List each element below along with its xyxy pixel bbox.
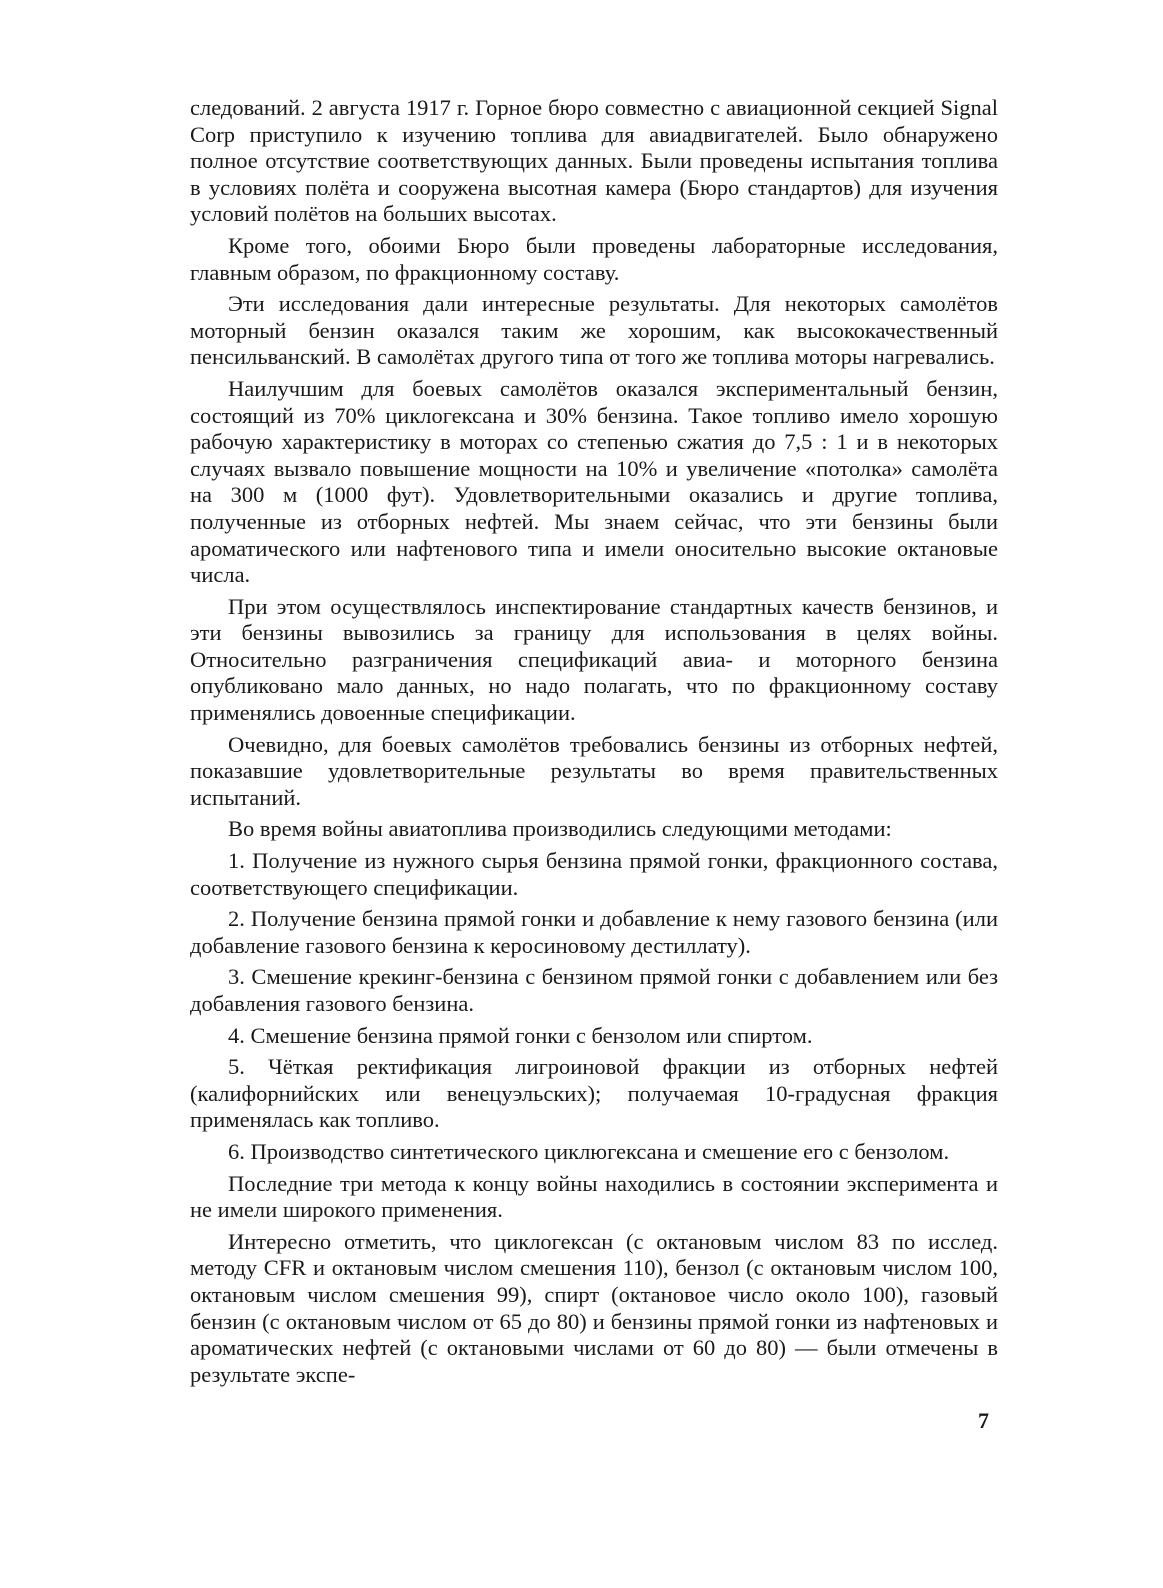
- paragraph: Очевидно, для боевых самолётов требовались бензины из отборных нефтей, показавшие удовлетворительные результаты во время правительственных испытаний.: [190, 731, 998, 810]
- paragraph: При этом осуществлялось инспектирование стандартных качеств бензинов, и эти бензины вывозились за границу для использования в целях войны. Относительно разграничения спецификаций авиа- и моторного бензина опубликовано мало данных, но надо полагать, что по фракционному составу применялись довоенные спецификации.: [190, 593, 998, 726]
- paragraph: Последние три метода к концу войны находились в состоянии эксперимента и не имели широкого применения.: [190, 1170, 998, 1223]
- list-item: 4. Смешение бензина прямой гонки с бензолом или спиртом.: [228, 1022, 813, 1048]
- paragraph: Интересно отметить, что циклогексан (с октановым числом 83 по исслед. методу CFR и октановым числом смешения 110), бензол (с октановым числом 100, октановым числом смешения 99), спирт (октановое число около 100), газовый бензин (с октановым числом от 65 до 80) и бензины прямой гонки из нафтеновых и ароматических нефтей (с октановыми числами от 60 до 80) — были отмечены в результате экспе-: [190, 1228, 998, 1387]
- paragraph: Эти исследования дали интересные результаты. Для некоторых самолётов моторный бензин оказался таким же хорошим, как высококачественный пенсильванский. В самолётах другого типа от того же топлива моторы нагревались.: [190, 291, 998, 370]
- list-item: 1. Получение из нужного сырья бензина прямой гонки, фракционного состава, соответствующего спецификации.: [190, 848, 998, 900]
- list-item: 5. Чёткая ректификация лигроиновой фракции из отборных нефтей (калифорнийских или венецуэльских); получаемая 10-градусная фракция применялась как топливо.: [190, 1054, 998, 1133]
- list-item: 3. Смешение крекинг-бензина с бензином прямой гонки с добавлением или без добавления газового бензина.: [190, 964, 998, 1016]
- paragraph: Во время войны авиатоплива производились следующими методами:: [228, 816, 892, 842]
- paragraph: Кроме того, обоими Бюро были проведены лабораторные исследования, главным образом, по фракционному составу.: [190, 232, 998, 285]
- paragraph-continuation: следований. 2 августа 1917 г. Горное бюро совместно с авиационной секцией Signal Corp приступило к изучению топлива для авиадвигателей. Было обнаружено полное отсутствие соответствующих данных. Были проведены испытания топлива в условиях полёта и сооружена высотная камера (Бюро стандартов) для изучения условий полётов на больших высотах.: [190, 95, 998, 227]
- list-item: 6. Производство синтетического циклюгексана и смешение его с бензолом.: [228, 1138, 950, 1164]
- list-item: 2. Получение бензина прямой гонки и добавление к нему газового бензина (или добавление газового бензина к керосиновому дестиллату).: [190, 906, 998, 958]
- page-number: 7: [978, 1408, 989, 1433]
- paragraph: Наилучшим для боевых самолётов оказался экспериментальный бензин, состоящий из 70% циклогексана и 30% бензина. Такое топливо имело хорошую рабочую характеристику в моторах со степенью сжатия до 7,5 : 1 и в некоторых случаях вызвало повышение мощности на 10% и увеличение «потолка» самолёта на 300 м (1000 фут). Удовлетворительными оказались и другие топлива, полученные из отборных нефтей. Мы знаем сейчас, что эти бензины были ароматического или нафтенового типа и имели оносительно высокие октановые числа.: [190, 375, 998, 588]
- body-text: [190, 95, 998, 1393]
